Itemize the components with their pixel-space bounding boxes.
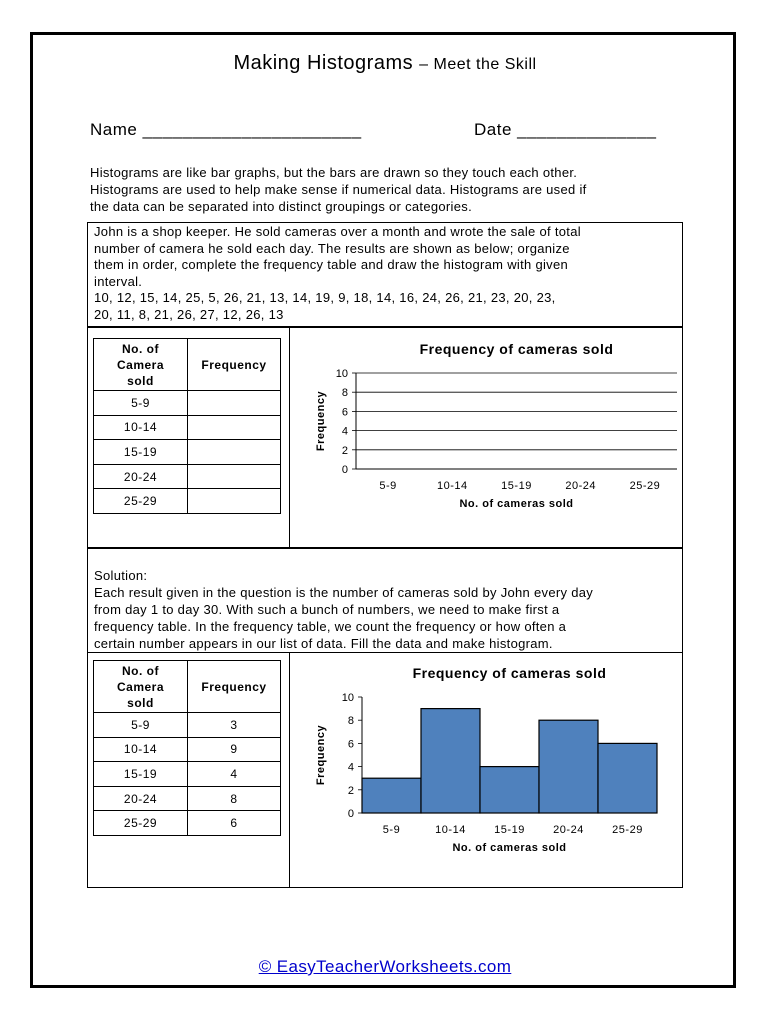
problem-line: John is a shop keeper. He sold cameras over a month and wrote the sale of total — [94, 224, 581, 239]
x-tick-label: 10-14 — [435, 824, 466, 836]
table-row — [94, 391, 281, 416]
y-axis-label: Frequency — [315, 724, 327, 786]
frequency-cell: 3 — [188, 713, 281, 738]
frequency-cell[interactable] — [188, 440, 281, 465]
header-line: Camera — [116, 357, 165, 372]
frequency-cell[interactable] — [188, 464, 281, 489]
table-row — [94, 786, 281, 811]
interval-cell: 20-24 — [94, 786, 188, 811]
frequency-cell[interactable] — [188, 415, 281, 440]
exercise-histogram-chart — [300, 333, 680, 523]
y-tick-label: 10 — [341, 692, 354, 704]
histogram-bar — [480, 767, 539, 813]
y-tick-label: 0 — [341, 464, 348, 476]
x-tick-label: 5-9 — [382, 824, 401, 836]
date-field: Date ______________ — [474, 120, 657, 139]
solution-line: from day 1 to day 30. With such a bunch of numbers, we need to make first a — [94, 602, 560, 617]
x-axis-label: No. of cameras sold — [459, 498, 574, 510]
x-tick-label: 15-19 — [501, 480, 532, 492]
footer-link[interactable]: © EasyTeacherWorksheets.com — [258, 957, 512, 976]
table-row — [94, 762, 281, 787]
frequency-cell[interactable] — [188, 391, 281, 416]
name-field: Name ______________________ — [90, 120, 362, 139]
header-line: No. of — [122, 663, 159, 678]
chart-title: Frequency of cameras sold — [412, 665, 607, 681]
x-tick-label: 10-14 — [436, 480, 468, 492]
frequency-cell: 8 — [188, 786, 281, 811]
table-row — [94, 440, 281, 465]
table-header-row — [94, 339, 281, 391]
y-tick-label: 6 — [341, 406, 348, 419]
y-tick-label: 2 — [341, 444, 348, 457]
header-camera-sold — [94, 339, 188, 391]
x-tick-label: 5-9 — [379, 480, 397, 492]
y-tick-label: 8 — [347, 715, 354, 728]
solution-line: certain number appears in our list of data. Fill the data and make histogram. — [94, 636, 553, 651]
header-line: sold — [127, 695, 154, 710]
solution-line: Each result given in the question is the number of cameras sold by John every day — [94, 585, 594, 600]
y-tick-label: 4 — [347, 761, 354, 774]
intro-line: Histograms are used to help make sense if numerical data. Histograms are used if — [90, 182, 587, 197]
y-tick-label: 2 — [347, 784, 354, 797]
intro-paragraph — [90, 164, 690, 215]
footer — [0, 957, 770, 977]
intro-line: Histograms are like bar graphs, but the bars are drawn so they touch each other. — [90, 165, 578, 180]
frequency-cell[interactable] — [188, 489, 281, 514]
interval-cell: 10-14 — [94, 737, 188, 762]
histogram-bar — [421, 709, 480, 813]
problem-line: 10, 12, 15, 14, 25, 5, 26, 21, 13, 14, 19, 9, 18, 14, 16, 24, 26, 21, 23, 20, 23, — [94, 290, 556, 305]
x-tick-label: 20-24 — [565, 480, 597, 492]
interval-cell: 15-19 — [94, 440, 188, 465]
solution-separator — [87, 652, 683, 653]
header-camera-sold — [94, 661, 188, 713]
solution-histogram-chart — [300, 657, 680, 862]
title-main: Making Histograms — [233, 52, 414, 74]
x-tick-label: 15-19 — [494, 824, 525, 836]
histogram-bar — [539, 720, 598, 813]
solution-line: frequency table. In the frequency table, we count the frequency or how often a — [94, 619, 567, 634]
frequency-cell: 6 — [188, 811, 281, 836]
y-tick-label: 8 — [341, 387, 348, 400]
problem-text — [94, 224, 680, 323]
solution-frequency-table — [93, 660, 281, 836]
chart-title: Frequency of cameras sold — [419, 341, 614, 357]
histogram-bar — [362, 778, 421, 813]
y-tick-label: 10 — [335, 368, 348, 380]
solution-divider — [289, 652, 290, 888]
table-row — [94, 713, 281, 738]
header-line: sold — [127, 373, 154, 388]
title-subtitle: – Meet the Skill — [419, 56, 537, 73]
table-row — [94, 464, 281, 489]
problem-line: 20, 11, 8, 21, 26, 27, 12, 26, 13 — [94, 306, 284, 322]
table-row — [94, 415, 281, 440]
histogram-bar — [598, 743, 657, 813]
exercise-frequency-table — [93, 338, 281, 514]
frequency-cell: 4 — [188, 762, 281, 787]
header-frequency: Frequency — [188, 661, 281, 713]
frequency-cell: 9 — [188, 737, 281, 762]
intro-line: the data can be separated into distinct groupings or categories. — [90, 199, 472, 214]
interval-cell: 25-29 — [94, 811, 188, 836]
problem-line: number of camera he sold each day. The results are shown as below; organize — [94, 240, 570, 256]
interval-cell: 10-14 — [94, 415, 188, 440]
interval-cell: 15-19 — [94, 762, 188, 787]
problem-line: them in order, complete the frequency table and draw the histogram with given — [94, 257, 569, 272]
x-tick-label: 25-29 — [629, 480, 661, 492]
table-header-row — [94, 661, 281, 713]
y-tick-label: 0 — [347, 808, 354, 820]
table-row — [94, 489, 281, 514]
page-title — [0, 52, 770, 75]
interval-cell: 20-24 — [94, 464, 188, 489]
header-line: No. of — [122, 341, 159, 356]
x-tick-label: 25-29 — [612, 824, 643, 836]
table-row — [94, 811, 281, 836]
header-frequency: Frequency — [188, 339, 281, 391]
solution-text — [94, 567, 680, 652]
problem-line: interval. — [94, 273, 143, 289]
x-axis-label: No. of cameras sold — [452, 842, 567, 854]
interval-cell: 5-9 — [94, 391, 188, 416]
y-tick-label: 6 — [347, 738, 354, 751]
table-row — [94, 737, 281, 762]
solution-line: Solution: — [94, 568, 148, 583]
interval-cell: 25-29 — [94, 489, 188, 514]
interval-cell: 5-9 — [94, 713, 188, 738]
y-axis-label: Frequency — [315, 390, 327, 452]
y-tick-label: 4 — [341, 425, 348, 438]
x-tick-label: 20-24 — [553, 824, 584, 836]
header-line: Camera — [116, 679, 165, 694]
exercise-divider — [289, 327, 290, 548]
